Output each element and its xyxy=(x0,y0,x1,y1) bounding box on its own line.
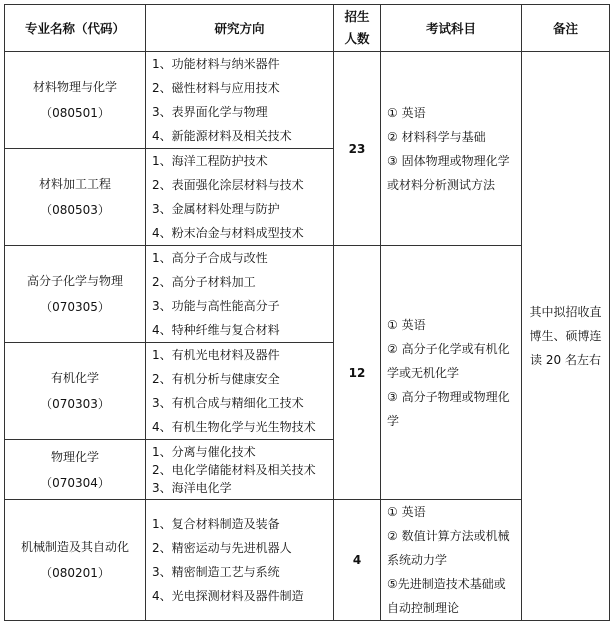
major-code: （080201） xyxy=(40,566,110,580)
major-code: （080503） xyxy=(40,203,110,217)
direction-item: 3、功能与高性能高分子 xyxy=(152,299,280,313)
major-name: 材料加工工程 xyxy=(38,177,111,191)
direction-item: 4、粉末冶金与材料成型技术 xyxy=(152,226,304,240)
direction-item: 3、海洋电化学 xyxy=(152,480,232,495)
direction-list xyxy=(146,343,334,440)
major-cell xyxy=(5,52,146,149)
enroll-count: 4 xyxy=(334,500,381,621)
enroll-count: 23 xyxy=(334,52,381,246)
direction-item: 1、分离与催化技术 xyxy=(152,444,256,459)
header-note: 备注 xyxy=(522,5,610,52)
exam-item: ② 高分子化学或有机化学或无机化学 xyxy=(387,341,510,380)
table-row xyxy=(5,500,610,621)
direction-item: 2、电化学储能材料及相关技术 xyxy=(152,462,316,477)
exam-subjects xyxy=(381,246,522,500)
direction-list xyxy=(146,500,334,621)
header-enroll-line1: 招生 xyxy=(344,9,370,24)
direction-list xyxy=(146,440,334,500)
major-name: 材料物理与化学 xyxy=(32,80,117,94)
major-cell xyxy=(5,440,146,500)
direction-item: 4、光电探测材料及器件制造 xyxy=(152,589,304,603)
major-name: 高分子化学与物理 xyxy=(26,274,123,288)
direction-item: 2、磁性材料与应用技术 xyxy=(152,81,280,95)
header-exam: 考试科目 xyxy=(381,5,522,52)
direction-item: 1、高分子合成与改性 xyxy=(152,251,268,265)
note-cell: 其中拟招收直博生、硕博连读 20 名左右 xyxy=(522,52,610,621)
exam-item: ⑤先进制造技术基础或自动控制理论 xyxy=(387,577,506,615)
exam-item: ① 英语 xyxy=(387,317,426,332)
exam-subjects xyxy=(381,52,522,246)
major-name: 物理化学 xyxy=(50,449,99,464)
table-row xyxy=(5,52,610,149)
direction-item: 2、高分子材料加工 xyxy=(152,275,256,289)
exam-item: ③ 固体物理或物理化学或材料分析测试方法 xyxy=(387,153,510,192)
exam-item: ③ 高分子物理或物理化学 xyxy=(387,389,510,428)
direction-item: 3、金属材料处理与防护 xyxy=(152,202,280,216)
direction-list xyxy=(146,149,334,246)
direction-item: 2、表面强化涂层材料与技术 xyxy=(152,178,304,192)
header-enroll-line2: 人数 xyxy=(344,31,370,46)
major-name: 机械制造及其自动化 xyxy=(20,540,129,554)
major-code: （080501） xyxy=(40,106,110,120)
major-cell xyxy=(5,343,146,440)
direction-item: 4、新能源材料及相关技术 xyxy=(152,129,292,143)
direction-item: 1、复合材料制造及装备 xyxy=(152,517,280,531)
direction-item: 1、有机光电材料及器件 xyxy=(152,348,280,362)
exam-item: ① 英语 xyxy=(387,505,426,519)
header-direction: 研究方向 xyxy=(146,5,334,52)
direction-item: 3、有机合成与精细化工技术 xyxy=(152,396,304,410)
direction-item: 4、有机生物化学与光生物技术 xyxy=(152,420,316,434)
direction-item: 3、表界面化学与物理 xyxy=(152,105,268,119)
direction-item: 2、精密运动与先进机器人 xyxy=(152,541,292,555)
major-name: 有机化学 xyxy=(50,371,99,385)
direction-item: 3、精密制造工艺与系统 xyxy=(152,565,280,579)
enrollment-table xyxy=(4,4,610,621)
header-major: 专业名称（代码） xyxy=(5,5,146,52)
major-code: （070303） xyxy=(40,397,110,411)
direction-item: 1、海洋工程防护技术 xyxy=(152,154,268,168)
direction-list xyxy=(146,52,334,149)
major-cell xyxy=(5,500,146,621)
direction-item: 4、特种纤维与复合材料 xyxy=(152,323,280,337)
header-enroll xyxy=(334,5,381,52)
table-row xyxy=(5,246,610,343)
header-row xyxy=(5,5,610,52)
major-cell xyxy=(5,149,146,246)
exam-item: ② 材料科学与基础 xyxy=(387,129,486,144)
direction-item: 2、有机分析与健康安全 xyxy=(152,372,280,386)
direction-item: 1、功能材料与纳米器件 xyxy=(152,57,280,71)
direction-list xyxy=(146,246,334,343)
exam-item: ② 数值计算方法或机械系统动力学 xyxy=(387,529,510,567)
exam-item: ① 英语 xyxy=(387,105,426,120)
exam-subjects xyxy=(381,500,522,621)
major-code: （070305） xyxy=(40,300,110,314)
enroll-count: 12 xyxy=(334,246,381,500)
major-cell xyxy=(5,246,146,343)
major-code: （070304） xyxy=(40,475,110,490)
